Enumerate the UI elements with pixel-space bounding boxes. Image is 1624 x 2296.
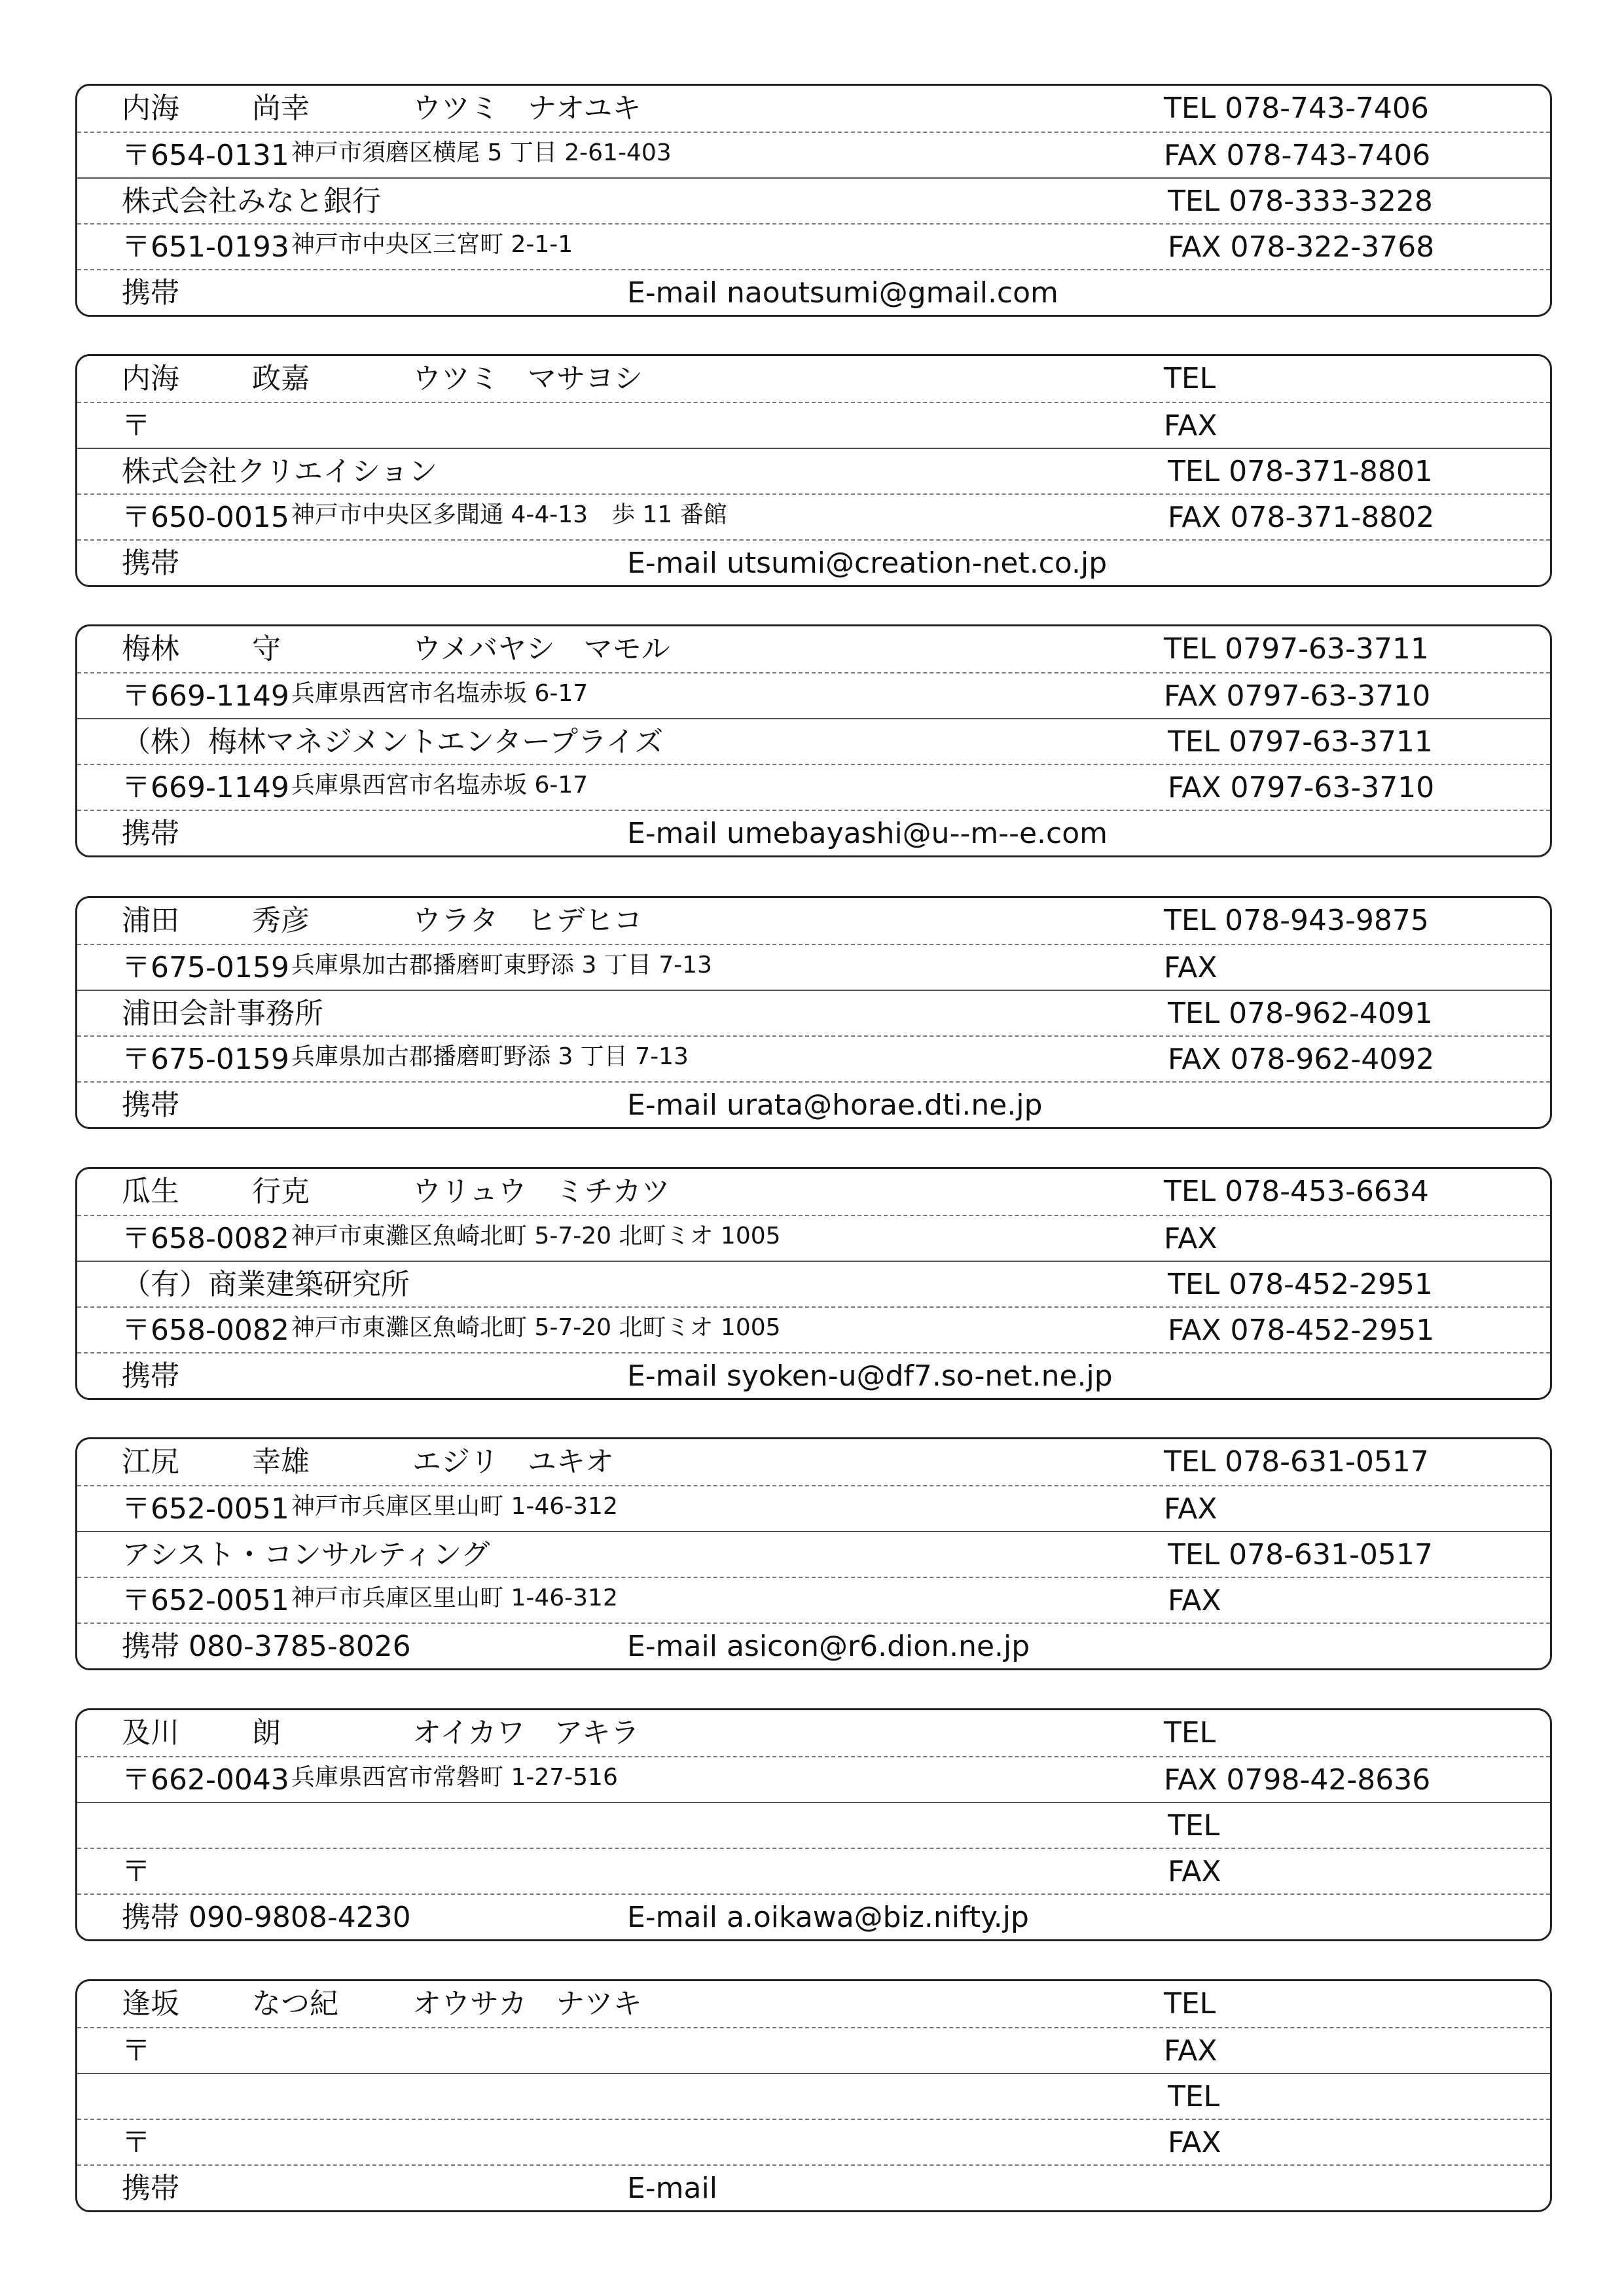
company-address: 兵庫県加古郡播磨町野添 3 丁目 7-13	[291, 1043, 689, 1070]
company-fax: FAX 078-322-3768	[1168, 230, 1435, 264]
company-zip: 〒675-0159	[122, 1043, 289, 1076]
email: E-mail umebayashi@u--m--e.com	[627, 817, 1108, 850]
contact-card	[75, 1708, 1552, 1941]
company-name: 浦田会計事務所	[122, 997, 323, 1030]
email: E-mail asicon@r6.dion.ne.jp	[627, 1630, 1030, 1663]
mobile: 携帯	[122, 1359, 179, 1393]
contact-card	[75, 624, 1552, 857]
surname: 内海	[122, 362, 179, 395]
email: E-mail syoken-u@df7.so-net.ne.jp	[627, 1359, 1113, 1393]
given-name: 秀彦	[252, 904, 310, 937]
home-zip: 〒652-0051	[122, 1492, 289, 1526]
company-tel: TEL 0797-63-3711	[1168, 725, 1433, 759]
surname: 江尻	[122, 1445, 179, 1479]
contact-card	[75, 1437, 1552, 1670]
email: E-mail urata@horae.dti.ne.jp	[627, 1088, 1043, 1122]
home-zip: 〒658-0082	[122, 1222, 289, 1255]
contact-card	[75, 896, 1552, 1129]
email: E-mail utsumi@creation-net.co.jp	[627, 547, 1108, 580]
mobile: 携帯 080-3785-8026	[122, 1630, 411, 1663]
email: E-mail a.oikawa@biz.nifty.jp	[627, 1901, 1029, 1934]
home-fax: FAX	[1164, 409, 1218, 442]
home-address-row	[77, 132, 1550, 179]
company-row	[77, 177, 1550, 224]
contact-card	[75, 1167, 1552, 1400]
company-fax: FAX 078-962-4092	[1168, 1043, 1435, 1076]
home-address-row	[77, 2027, 1550, 2074]
home-zip: 〒654-0131	[122, 139, 289, 172]
home-address: 神戸市兵庫区里山町 1-46-312	[291, 1493, 618, 1520]
home-fax: FAX 0798-42-8636	[1164, 1763, 1431, 1797]
mobile: 携帯	[122, 1088, 179, 1122]
company-row	[77, 1261, 1550, 1308]
contact-card	[75, 1979, 1552, 2212]
kana-reading: ウメバヤシ マモル	[412, 632, 670, 666]
home-address-row	[77, 944, 1550, 991]
home-tel: TEL 078-631-0517	[1164, 1445, 1429, 1479]
company-address: 兵庫県西宮市名塩赤坂 6-17	[291, 772, 588, 798]
kana-reading: ウリュウ ミチカツ	[412, 1175, 670, 1208]
name-row	[77, 86, 1550, 132]
name-row	[77, 1981, 1550, 2027]
name-row	[77, 1169, 1550, 1215]
company-address-row	[77, 1035, 1550, 1083]
home-zip: 〒662-0043	[122, 1763, 289, 1797]
company-address-row	[77, 1577, 1550, 1624]
kana-reading: ウツミ マサヨシ	[412, 362, 643, 395]
home-zip: 〒	[122, 2034, 151, 2068]
mobile: 携帯	[122, 2172, 179, 2205]
kana-reading: エジリ ユキオ	[412, 1445, 614, 1479]
given-name: 政嘉	[252, 362, 310, 395]
home-tel: TEL	[1164, 1716, 1216, 1749]
company-zip: 〒652-0051	[122, 1584, 289, 1617]
kana-reading: オウサカ ナツキ	[412, 1987, 642, 2020]
company-address: 神戸市中央区三宮町 2-1-1	[291, 231, 573, 258]
name-row	[77, 626, 1550, 672]
company-fax: FAX 0797-63-3710	[1168, 771, 1435, 804]
kana-reading: ウツミ ナオユキ	[412, 92, 641, 125]
company-name: アシスト・コンサルティング	[122, 1538, 490, 1571]
company-name: （有）商業建築研究所	[122, 1268, 410, 1301]
home-tel: TEL 0797-63-3711	[1164, 632, 1429, 666]
home-tel: TEL 078-743-7406	[1164, 92, 1429, 125]
home-address: 兵庫県加古郡播磨町東野添 3 丁目 7-13	[291, 952, 712, 978]
contact-row	[77, 1893, 1550, 1941]
company-address-row	[77, 493, 1550, 541]
name-row	[77, 898, 1550, 944]
home-fax: FAX 0797-63-3710	[1164, 679, 1431, 713]
company-zip: 〒658-0082	[122, 1314, 289, 1347]
company-fax: FAX 078-452-2951	[1168, 1314, 1435, 1347]
company-tel: TEL	[1168, 1809, 1220, 1842]
given-name: なつ紀	[252, 1987, 338, 2020]
home-address: 兵庫県西宮市常磐町 1-27-516	[291, 1764, 618, 1791]
home-tel: TEL 078-943-9875	[1164, 904, 1429, 937]
company-zip: 〒	[122, 2126, 151, 2159]
home-tel: TEL	[1164, 362, 1216, 395]
contact-row	[77, 1623, 1550, 1670]
surname: 及川	[122, 1716, 179, 1749]
company-tel: TEL 078-371-8801	[1168, 455, 1433, 488]
company-row	[77, 448, 1550, 495]
company-fax: FAX 078-371-8802	[1168, 501, 1435, 534]
company-row	[77, 2073, 1550, 2120]
home-fax: FAX	[1164, 2034, 1218, 2068]
mobile: 携帯	[122, 276, 179, 310]
mobile: 携帯	[122, 547, 179, 580]
given-name: 朗	[252, 1716, 281, 1749]
mobile: 携帯	[122, 817, 179, 850]
home-address: 神戸市須磨区横尾 5 丁目 2-61-403	[291, 139, 672, 166]
company-row	[77, 990, 1550, 1037]
surname: 内海	[122, 92, 179, 125]
company-zip: 〒650-0015	[122, 501, 289, 534]
home-address-row	[77, 1756, 1550, 1803]
surname: 梅林	[122, 632, 179, 666]
company-address: 神戸市中央区多聞通 4-4-13 歩 11 番館	[291, 501, 727, 528]
company-zip: 〒669-1149	[122, 771, 289, 804]
contact-row	[77, 810, 1550, 857]
company-tel: TEL 078-452-2951	[1168, 1268, 1433, 1301]
contact-card	[75, 354, 1552, 587]
home-zip: 〒675-0159	[122, 951, 289, 984]
surname: 逢坂	[122, 1987, 179, 2020]
company-name: （株）梅林マネジメントエンタープライズ	[122, 725, 664, 759]
company-address: 神戸市東灘区魚崎北町 5-7-20 北町ミオ 1005	[291, 1314, 781, 1341]
company-name: 株式会社みなと銀行	[122, 185, 381, 218]
email: E-mail naoutsumi@gmail.com	[627, 276, 1058, 310]
kana-reading: オイカワ アキラ	[412, 1716, 640, 1749]
mobile: 携帯 090-9808-4230	[122, 1901, 411, 1934]
given-name: 守	[252, 632, 281, 666]
home-address: 兵庫県西宮市名塩赤坂 6-17	[291, 680, 588, 707]
company-tel: TEL 078-333-3228	[1168, 185, 1433, 218]
company-address-row	[77, 223, 1550, 270]
contact-row	[77, 1352, 1550, 1399]
name-row	[77, 1710, 1550, 1756]
home-zip: 〒669-1149	[122, 679, 289, 713]
home-zip: 〒	[122, 409, 151, 442]
email: E-mail	[627, 2172, 717, 2205]
home-address-row	[77, 672, 1550, 719]
home-fax: FAX	[1164, 1492, 1218, 1526]
home-tel: TEL	[1164, 1987, 1216, 2020]
company-tel: TEL	[1168, 2080, 1220, 2113]
company-address-row	[77, 2119, 1550, 2166]
kana-reading: ウラタ ヒデヒコ	[412, 904, 643, 937]
company-tel: TEL 078-631-0517	[1168, 1538, 1433, 1571]
company-address-row	[77, 1306, 1550, 1354]
company-address-row	[77, 1848, 1550, 1895]
company-zip: 〒651-0193	[122, 230, 289, 264]
given-name: 尚幸	[252, 92, 310, 125]
home-fax: FAX	[1164, 1222, 1218, 1255]
company-fax: FAX	[1168, 2126, 1221, 2159]
home-tel: TEL 078-453-6634	[1164, 1175, 1429, 1208]
name-row	[77, 1439, 1550, 1485]
given-name: 行克	[252, 1175, 310, 1208]
given-name: 幸雄	[252, 1445, 310, 1479]
company-row	[77, 1531, 1550, 1578]
name-row	[77, 356, 1550, 402]
company-address: 神戸市兵庫区里山町 1-46-312	[291, 1585, 618, 1611]
company-zip: 〒	[122, 1855, 151, 1888]
contact-row	[77, 269, 1550, 316]
contact-row	[77, 539, 1550, 586]
home-address-row	[77, 402, 1550, 449]
company-row	[77, 1802, 1550, 1849]
surname: 瓜生	[122, 1175, 179, 1208]
company-fax: FAX	[1168, 1855, 1221, 1888]
company-name: 株式会社クリエイション	[122, 455, 438, 488]
company-fax: FAX	[1168, 1584, 1221, 1617]
contact-row	[77, 2164, 1550, 2212]
contact-row	[77, 1081, 1550, 1128]
home-address-row	[77, 1485, 1550, 1532]
contact-card	[75, 84, 1552, 317]
home-fax: FAX 078-743-7406	[1164, 139, 1431, 172]
surname: 浦田	[122, 904, 179, 937]
home-fax: FAX	[1164, 951, 1218, 984]
company-tel: TEL 078-962-4091	[1168, 997, 1433, 1030]
home-address-row	[77, 1215, 1550, 1262]
company-row	[77, 718, 1550, 765]
home-address: 神戸市東灘区魚崎北町 5-7-20 北町ミオ 1005	[291, 1223, 781, 1249]
company-address-row	[77, 764, 1550, 811]
